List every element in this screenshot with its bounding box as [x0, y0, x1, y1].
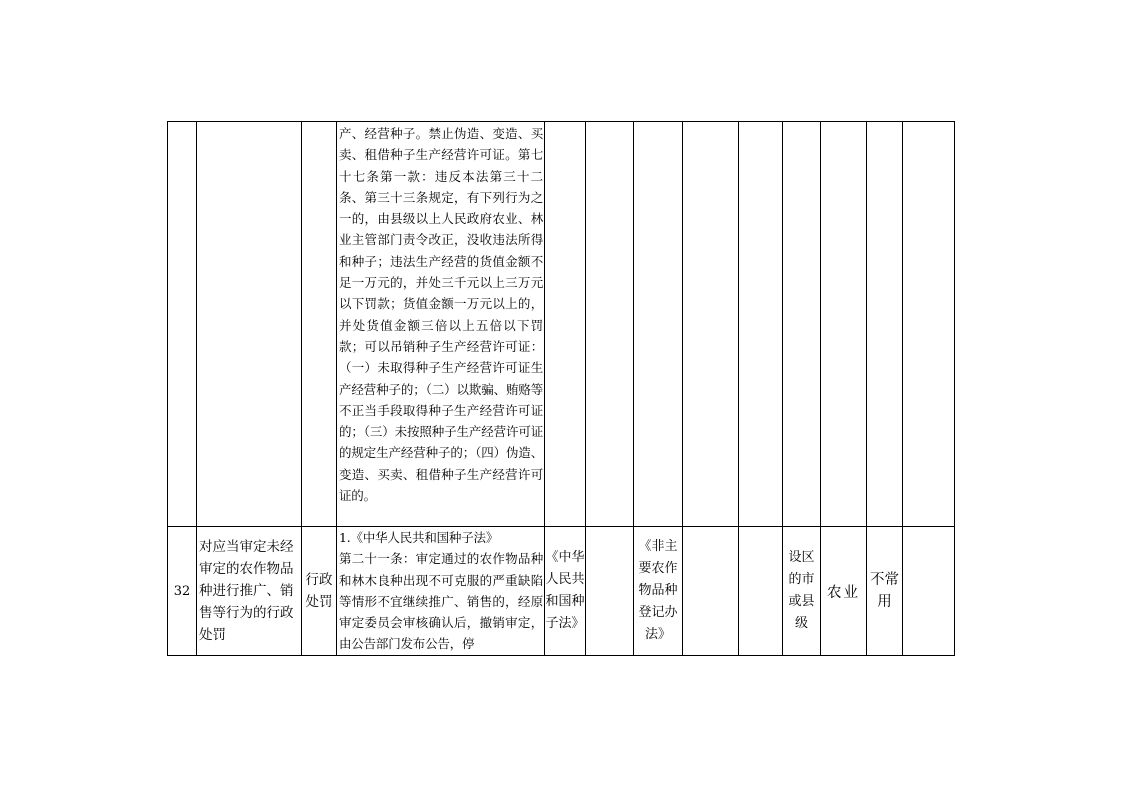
usage-frequency: 不常用 — [870, 572, 899, 610]
law-article: 第二十一条：审定通过的农作物品种和林木良种出现不可克服的严重缺陷等情形不宜继续推广、销售的，经原审定委员会审核确认后，撤销审定，由公告部门发布公告，停 — [339, 551, 543, 652]
item-name: 对应当审定未经审定的农作物品种进行推广、销售等行为的行政处罚 — [199, 539, 294, 643]
department: 农业 — [827, 584, 860, 601]
row-number: 32 — [173, 583, 191, 599]
prev-row-law-text: 产、经营种子。禁止伪造、变造、买卖、租借种子生产经营许可证。第七十七条第一款：违反本法第三十二条、第三十三条规定，有下列行为之一的，由县级以上人民政府农业、林业主管部门责令改正，没收违法所得和种子；违法生产经营的货值金额不足一万元的，并处三千元以上三万元以下罚款；货值金额一万元以上的，并处货值金额三倍以上五倍以下罚款；可以吊销种子生产经营许可证：（一）未取得种子生产经营许可证生产经营种子的；（二）以欺骗、贿赂等不正当手段取得种子生产经营许可证的；（三）未按照种子生产经营许可证的规定生产经营种子的；（四）伪造、变造、买卖、租借种子生产经营许可证的。 — [339, 126, 543, 504]
law-heading: 1.《中华人民共和国种子法》 — [339, 530, 499, 545]
item-category: 行政处罚 — [305, 572, 333, 610]
enforcement-level: 设区的市或县级 — [788, 550, 815, 631]
regulation: 《非主要农作物品种登记办法》 — [638, 539, 678, 642]
row-32-law-text — [339, 527, 543, 655]
law-basis: 《中华人民共和国种子法》 — [545, 550, 585, 631]
